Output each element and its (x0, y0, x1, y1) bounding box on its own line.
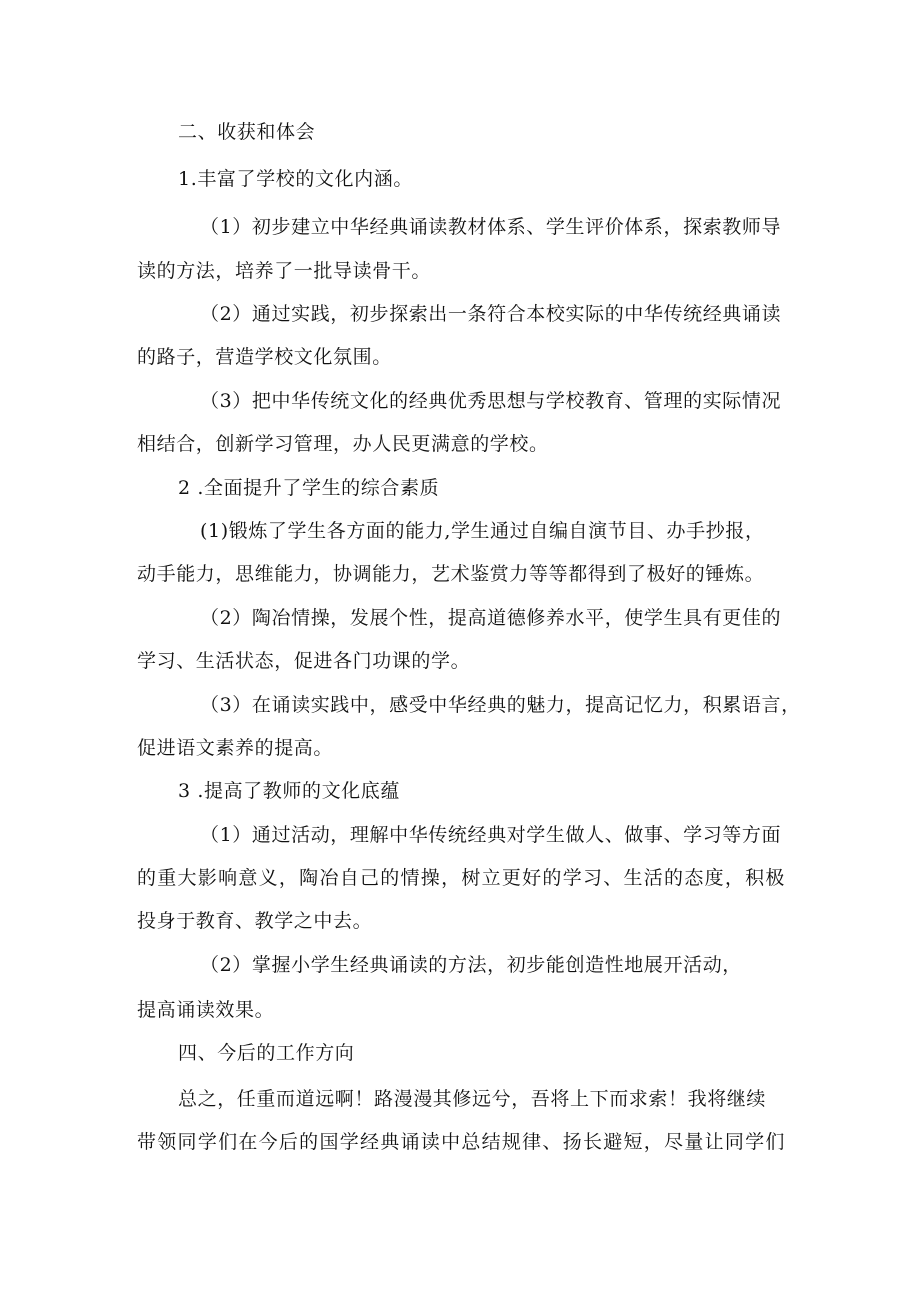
paragraph-line: （3）在诵读实践中，感受中华经典的魅力，提高记忆力，积累语言， (200, 694, 801, 716)
paragraph-line: 学习、生活状态，促进各门功课的学。 (137, 650, 471, 672)
paragraph-line: （2）通过实践，初步探索出一条符合本校实际的中华传统经典诵读 (200, 303, 782, 325)
paragraph-line: 相结合，创新学习管理，办人民更满意的学校。 (137, 433, 549, 455)
paragraph-line: （1）通过活动，理解中华传统经典对学生做人、做事、学习等方面 (200, 824, 782, 846)
paragraph-line: 的重大影响意义，陶冶自己的情操，树立更好的学习、生活的态度，积极 (137, 867, 785, 889)
paragraph-line: 促进语文素养的提高。 (137, 737, 334, 759)
paragraph-line: （2）陶冶情操，发展个性，提高道德修养水平，使学生具有更佳的 (200, 607, 782, 629)
subheading-culture: 1.丰富了学校的文化内涵。 (178, 168, 413, 190)
paragraph-line: 的路子，营造学校文化氛围。 (137, 346, 392, 368)
paragraph-line: 投身于教育、教学之中去。 (137, 910, 373, 932)
subheading-teachers: 3 .提高了教师的文化底蕴 (178, 780, 400, 802)
section-heading-future: 四、今后的工作方向 (178, 1042, 355, 1064)
paragraph-line: （1）初步建立中华经典诵读教材体系、学生评价体系，探索教师导 (200, 216, 782, 238)
paragraph-line: 读的方法，培养了一批导读骨干。 (137, 260, 432, 282)
paragraph-line: （3）把中华传统文化的经典优秀思想与学校教育、管理的实际情况 (200, 390, 782, 412)
paragraph-line: （2）掌握小学生经典诵读的方法，初步能创造性地展开活动， (200, 954, 742, 976)
paragraph-line: 提高诵读效果。 (137, 999, 275, 1021)
paragraph-line: 带领同学们在今后的国学经典诵读中总结规律、扬长避短，尽量让同学们 (137, 1131, 785, 1153)
subheading-students: 2 .全面提升了学生的综合素质 (178, 477, 440, 499)
paragraph-line: 动手能力，思维能力，协调能力，艺术鉴赏力等等都得到了极好的锤炼。 (137, 563, 765, 585)
paragraph-line: 总之，任重而道远啊！路漫漫其修远兮，吾将上下而求索！我将继续 (178, 1088, 767, 1110)
section-heading-harvest: 二、收获和体会 (178, 121, 316, 143)
paragraph-line: (1)锻炼了学生各方面的能力,学生通过自编自演节目、办手抄报， (200, 520, 765, 542)
